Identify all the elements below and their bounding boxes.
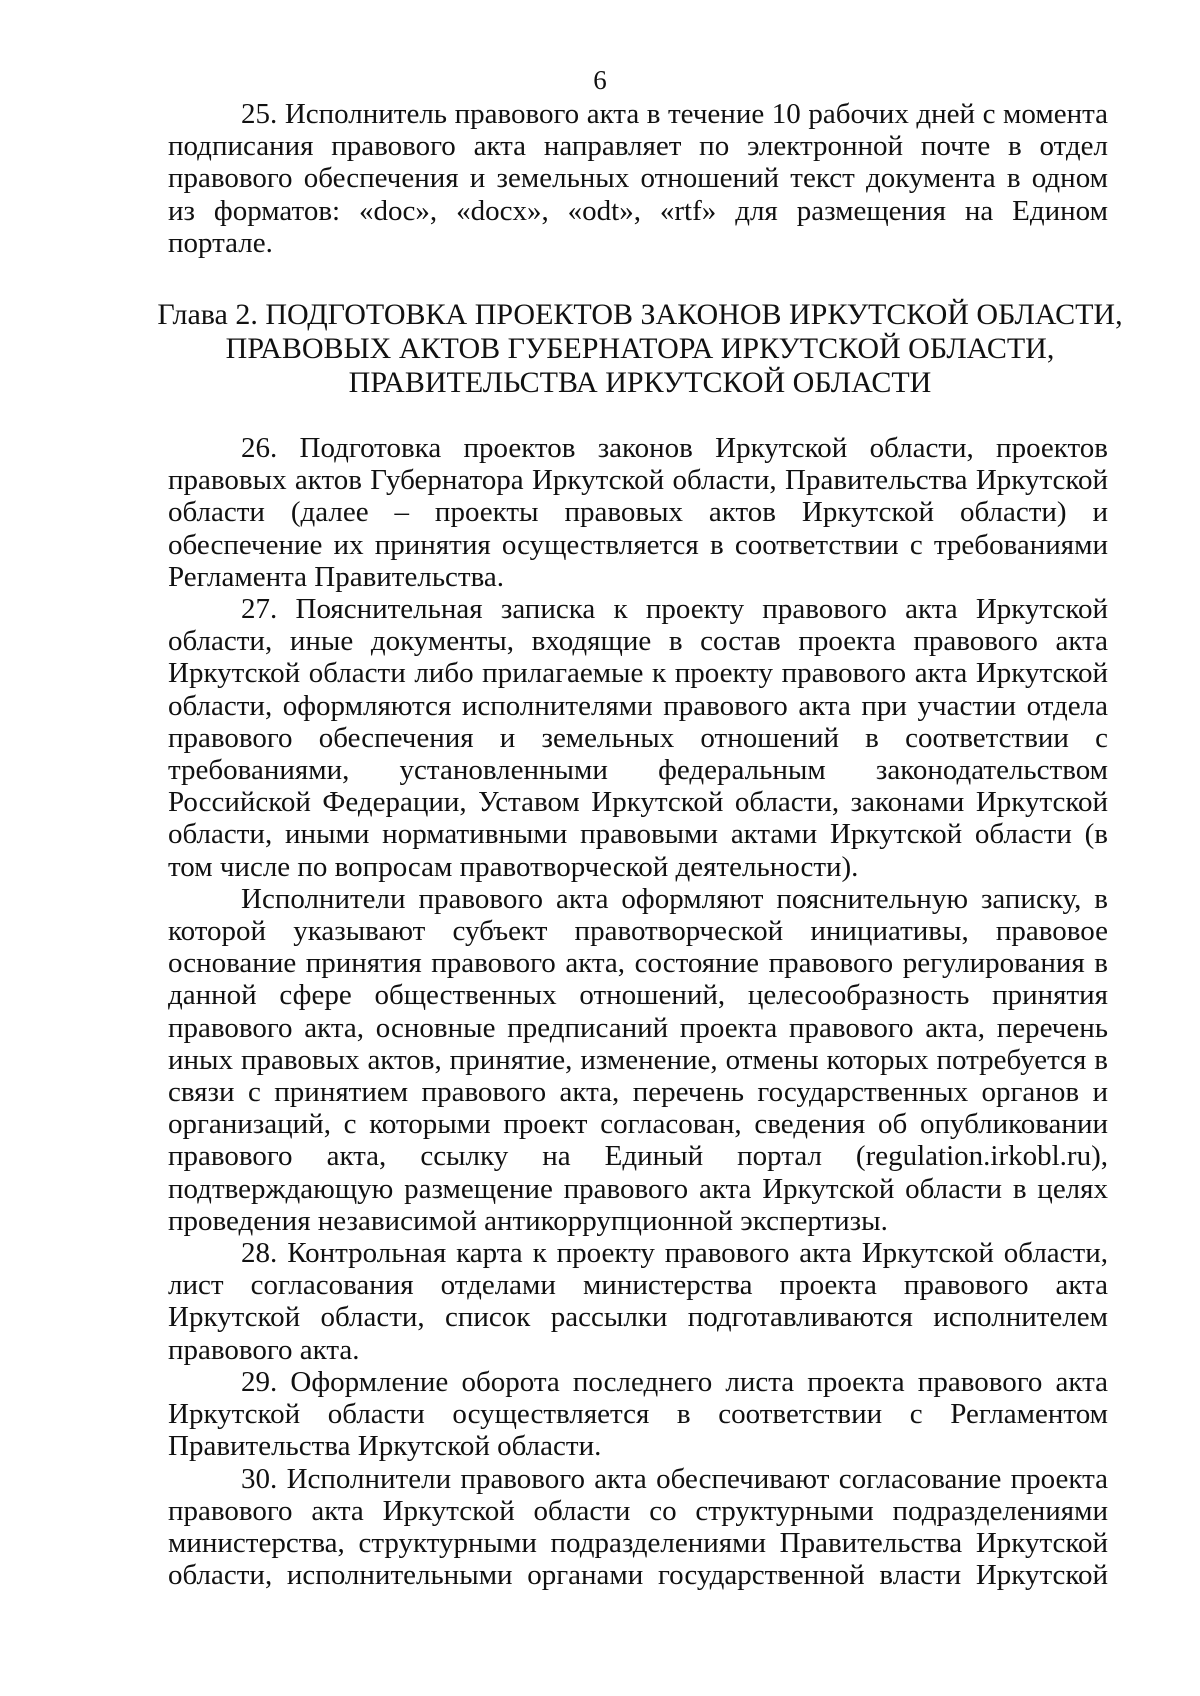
chapter-heading-line-1: Глава 2. ПОДГОТОВКА ПРОЕКТОВ ЗАКОНОВ ИРКУТСКОЙ ОБЛАСТИ, bbox=[157, 298, 1123, 331]
paragraph-27: 27. Пояснительная записка к проекту правового акта Иркутской области, иные документы, входящие в состав проекта правового акта Иркутской области либо прилагаемые к проекту правового акта Иркутской области, оформляются исполнителями правового акта при участии отдела правового обеспечения и земельных отношений в соответствии с требованиями, установленными федеральным законодательством Российской Федерации, Уставом Иркутской области, законами Иркутской области, иными нормативными правовыми актами Иркутской области (в том числе по вопросам правотворческой деятельности). bbox=[168, 593, 1108, 883]
paragraph-29: 29. Оформление оборота последнего листа проекта правового акта Иркутской области осуществляется в соответствии с Регламентом Правительства Иркутской области. bbox=[168, 1365, 1108, 1463]
intro-text-block bbox=[168, 98, 1108, 259]
paragraph-28: 28. Контрольная карта к проекту правового акта Иркутской области, лист согласования отделами министерства проекта правового акта Иркутской области, список рассылки подготавливаются исполнителем правового акта. bbox=[168, 1237, 1108, 1366]
chapter-heading-line-2: ПРАВОВЫХ АКТОВ ГУБЕРНАТОРА ИРКУТСКОЙ ОБЛАСТИ, bbox=[225, 332, 1055, 365]
paragraph-25: 25. Исполнитель правового акта в течение 10 рабочих дней с момента подписания правового акта направляет по электронной почте в отдел правового обеспечения и земельных отношений текст документа в одном из форматов: «doc», «docx», «odt», «rtf» для размещения на Едином портале. bbox=[168, 98, 1108, 259]
chapter-heading-line-3: ПРАВИТЕЛЬСТВА ИРКУТСКОЙ ОБЛАСТИ bbox=[348, 366, 932, 399]
paragraph-30: 30. Исполнители правового акта обеспечивают согласование проекта правового акта Иркутской области со структурными подразделениями министерства, структурными подразделениями Правительства Иркутской области, исполнительными органами государственной власти Иркутской bbox=[168, 1462, 1108, 1592]
chapter-heading bbox=[140, 298, 1140, 400]
paragraph-26: 26. Подготовка проектов законов Иркутской области, проектов правовых актов Губернатора Иркутской области, Правительства Иркутской области (далее – проекты правовых актов Иркутской области) и обеспечение их принятия осуществляется в соответствии с требованиями Регламента Правительства. bbox=[168, 432, 1108, 593]
main-text-block bbox=[168, 432, 1108, 1591]
page-number: 6 bbox=[593, 65, 607, 95]
paragraph-27-explanatory-note: Исполнители правового акта оформляют пояснительную записку, в которой указывают субъект правотворческой инициативы, правовое основание принятия правового акта, состояние правового регулирования в данной сфере общественных отношений, целесообразность принятия правового акта, основные предписаний проекта правового акта, перечень иных правовых актов, принятие, изменение, отмены которых потребуется в связи с принятием правового акта, перечень государственных органов и организаций, с которыми проект согласован, сведения об опубликовании правового акта, ссылку на Единый портал (regulation.irkobl.ru), подтверждающую размещение правового акта Иркутской области в целях проведения независимой антикоррупционной экспертизы. bbox=[168, 882, 1108, 1237]
